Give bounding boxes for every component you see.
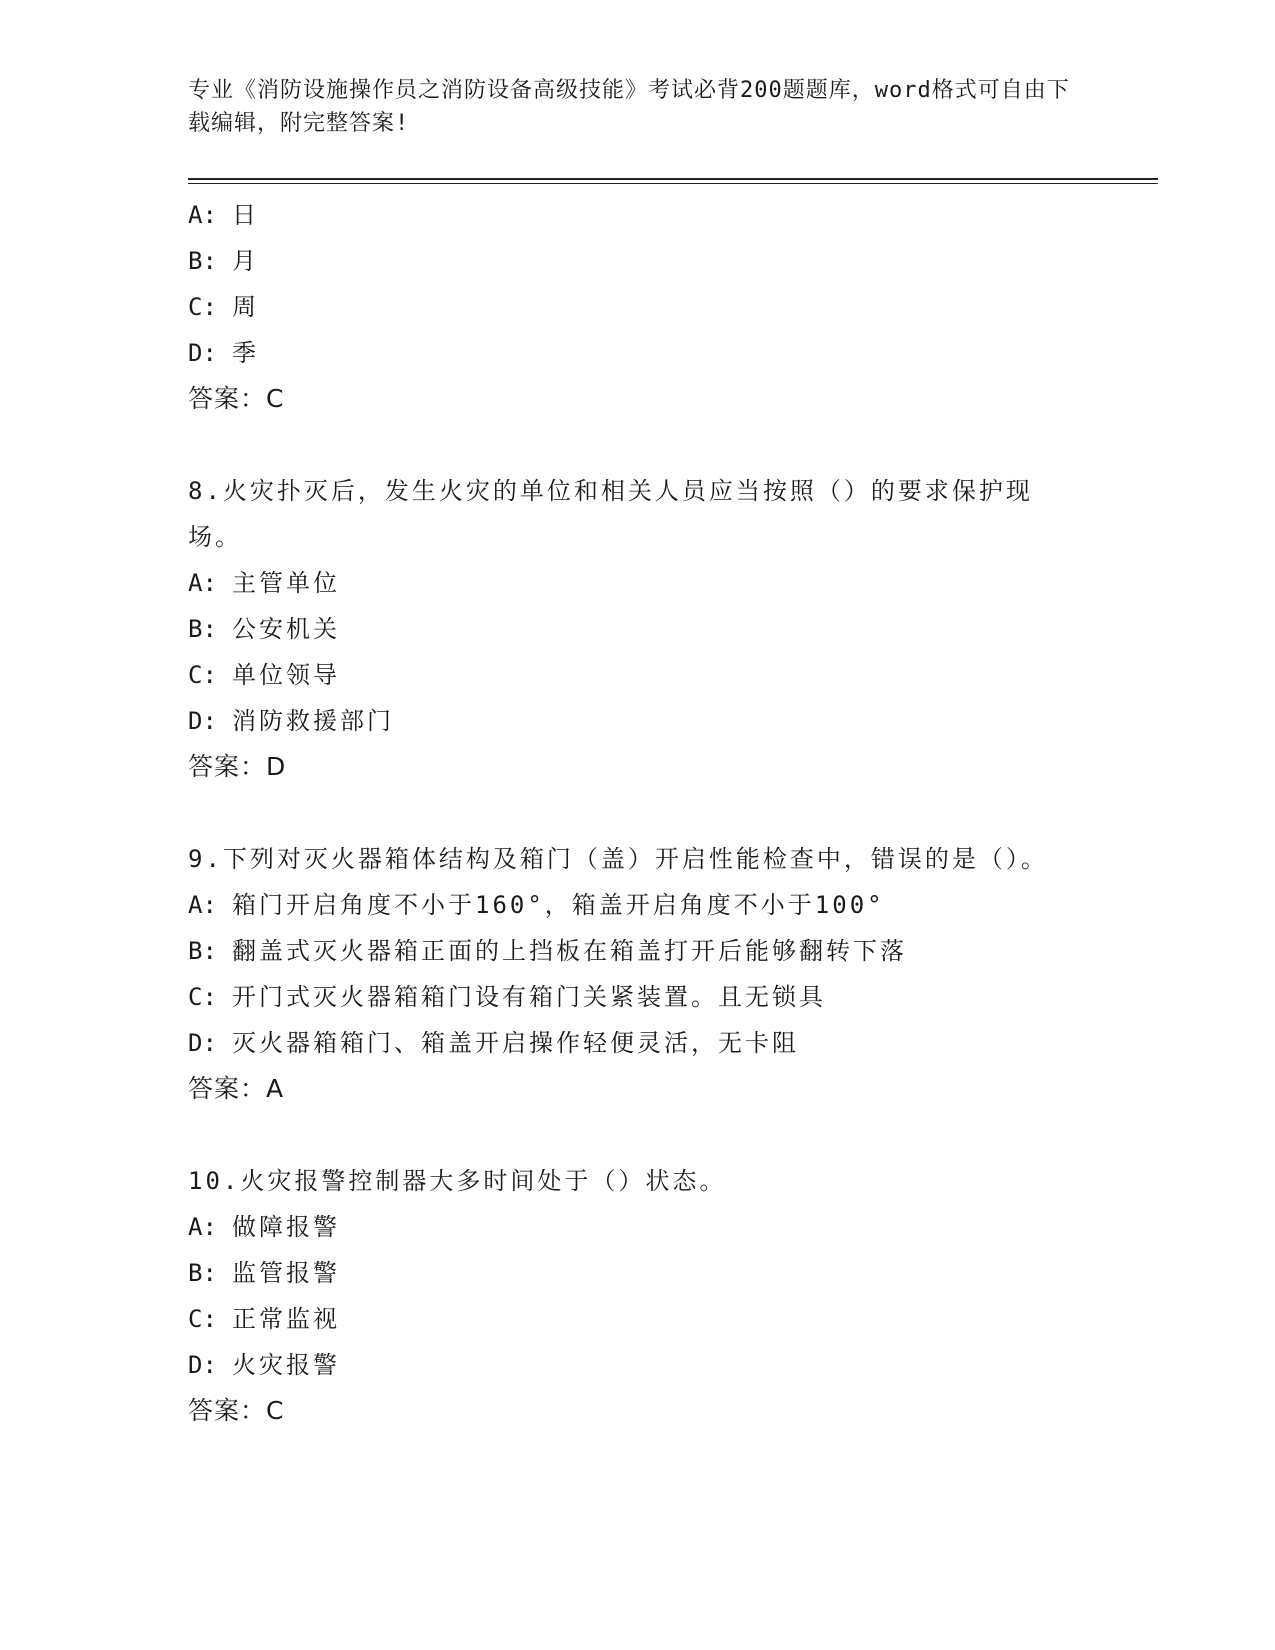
spacer: [188, 422, 1158, 468]
option-key: D:: [188, 1029, 217, 1057]
option-a: [188, 560, 1158, 606]
option-text: 季: [232, 339, 259, 367]
question-9: [188, 836, 1158, 1112]
option-text: 公安机关: [232, 615, 340, 643]
option-d: [188, 1020, 1158, 1066]
option-key: D:: [188, 1351, 217, 1379]
option-key: C:: [188, 293, 217, 321]
option-b: [188, 238, 1158, 284]
option-c: [188, 1296, 1158, 1342]
option-key: A:: [188, 891, 217, 919]
question-7: [188, 192, 1158, 422]
option-a: [188, 192, 1158, 238]
option-text: 监管报警: [232, 1259, 340, 1287]
option-text: 消防救援部门: [232, 707, 394, 735]
header-divider: [188, 178, 1158, 184]
option-text: 正常监视: [232, 1305, 340, 1333]
option-text: 周: [232, 293, 259, 321]
option-text: 火灾报警: [232, 1351, 340, 1379]
answer-line: 答案：C: [188, 1396, 285, 1425]
option-d: [188, 1342, 1158, 1388]
question-10: [188, 1158, 1158, 1434]
option-key: B:: [188, 615, 217, 643]
option-d: [188, 330, 1158, 376]
option-key: A:: [188, 569, 217, 597]
option-key: C:: [188, 983, 217, 1011]
spacer: [188, 790, 1158, 836]
option-c: [188, 652, 1158, 698]
option-text: 做障报警: [232, 1213, 340, 1241]
answer-line: 答案：A: [188, 1074, 285, 1103]
question-stem: 9.下列对灭火器箱体结构及箱门（盖）开启性能检查中，错误的是（）。: [188, 845, 1048, 873]
answer-line: 答案：D: [188, 752, 287, 781]
option-text: 开门式灭火器箱箱门设有箱门关紧装置。且无锁具: [232, 983, 826, 1011]
option-key: D:: [188, 707, 217, 735]
question-8: [188, 468, 1158, 790]
option-c: [188, 284, 1158, 330]
option-key: B:: [188, 247, 217, 275]
option-text: 日: [232, 201, 259, 229]
option-b: [188, 606, 1158, 652]
document-page: [188, 74, 1158, 1434]
option-key: A:: [188, 1213, 217, 1241]
option-key: C:: [188, 661, 217, 689]
option-key: A:: [188, 201, 217, 229]
option-text: 单位领导: [232, 661, 340, 689]
option-a: [188, 1204, 1158, 1250]
option-text: 月: [232, 247, 259, 275]
question-stem: 10.火灾报警控制器大多时间处于（）状态。: [188, 1167, 727, 1195]
spacer: [188, 1112, 1158, 1158]
option-b: [188, 1250, 1158, 1296]
option-text: 箱门开启角度不小于160°，箱盖开启角度不小于100°: [232, 891, 885, 919]
option-text: 主管单位: [232, 569, 340, 597]
option-a: [188, 882, 1158, 928]
option-key: B:: [188, 1259, 217, 1287]
question-stem: 8.火灾扑灭后，发生火灾的单位和相关人员应当按照（）的要求保护现场。: [188, 477, 1033, 551]
option-key: D:: [188, 339, 217, 367]
option-key: B:: [188, 937, 217, 965]
option-key: C:: [188, 1305, 217, 1333]
option-text: 翻盖式灭火器箱正面的上挡板在箱盖打开后能够翻转下落: [232, 937, 907, 965]
option-b: [188, 928, 1158, 974]
document-header: 专业《消防设施操作员之消防设备高级技能》考试必背200题题库，word格式可自由下载编辑，附完整答案!: [188, 78, 1070, 136]
option-c: [188, 974, 1158, 1020]
option-d: [188, 698, 1158, 744]
answer-line: 答案：C: [188, 384, 285, 413]
option-text: 灭火器箱箱门、箱盖开启操作轻便灵活，无卡阻: [232, 1029, 799, 1057]
